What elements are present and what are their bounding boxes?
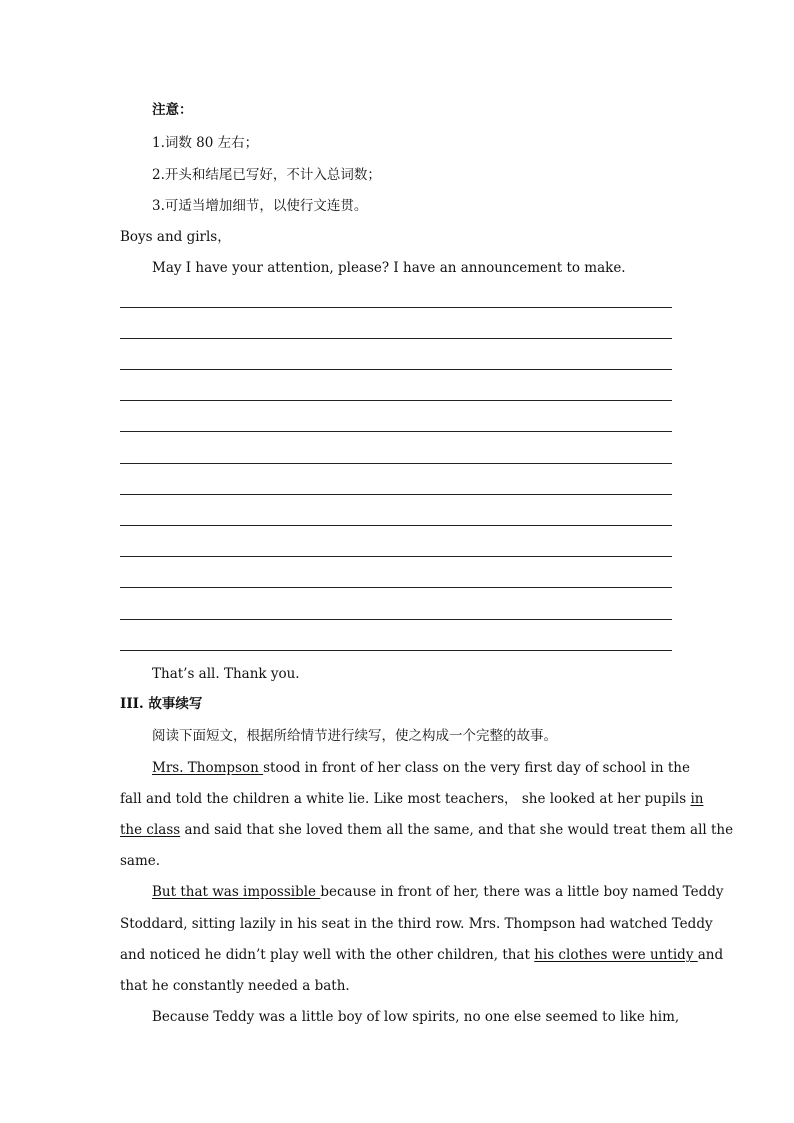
underlined-phrase: But that was impossible [152,884,321,900]
writing-line [120,619,672,620]
letter-opening: May I have your attention, please? I have an announcement to make. [152,260,626,276]
paragraph-1-line-2: fall and told the children a white lie. Like most teachers， she looked at her pupils in [120,791,704,807]
underlined-phrase: Mrs. Thompson [152,760,264,776]
notes-heading: 注意： [152,102,193,118]
writing-line [120,494,672,495]
paragraph-2-line-4: that he constantly needed a bath. [120,978,350,994]
writing-line [120,587,672,588]
letter-salutation: Boys and girls， [120,229,231,245]
writing-line [120,369,672,370]
section-instruction: 阅读下面短文，根据所给情节进行续写，使之构成一个完整的故事。 [152,728,557,744]
section-title: III. 故事续写 [120,696,203,712]
paragraph-1-line-1: Mrs. Thompson stood in front of her class on the very first day of school in the [152,760,690,776]
writing-line [120,463,672,464]
paragraph-2-line-2: Stoddard, sitting lazily in his seat in the third row. Mrs. Thompson had watched Teddy [120,916,713,932]
note-item-3: 3.可适当增加细节，以使行文连贯。 [152,198,368,214]
paragraph-1-line-4: same. [120,853,161,869]
writing-line [120,400,672,401]
paragraph-3-line-1: Because Teddy was a little boy of low spirits, no one else seemed to like him, [152,1009,680,1025]
writing-line [120,650,672,651]
paragraph-2-line-1: But that was impossible because in front of her, there was a little boy named Teddy [152,884,724,900]
writing-line [120,525,672,526]
underlined-phrase: the class [120,822,181,838]
paragraph-2-line-3: and noticed he didn’t play well with the other children, that his clothes were untidy and [120,947,724,963]
note-item-2: 2.开头和结尾已写好，不计入总词数； [152,167,381,183]
note-item-1: 1.词数 80 左右； [152,135,259,151]
underlined-phrase: in [690,791,704,807]
writing-line [120,431,672,432]
underlined-phrase: his clothes were untidy [534,947,698,963]
writing-line [120,556,672,557]
writing-line [120,307,672,308]
letter-closing: That’s all. Thank you. [152,666,300,682]
writing-line [120,338,672,339]
paragraph-1-line-3: the class and said that she loved them all the same, and that she would treat them all the [120,822,734,838]
